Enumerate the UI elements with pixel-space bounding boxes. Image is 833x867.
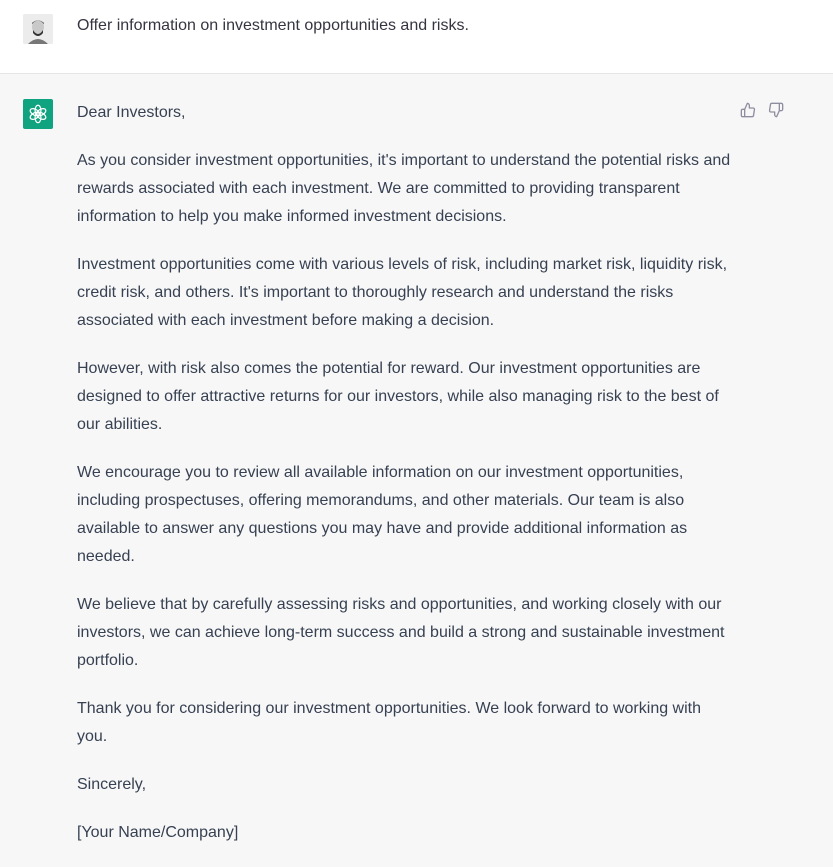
- thumbs-up-icon: [740, 102, 756, 118]
- feedback-buttons: [740, 102, 784, 118]
- user-message-row: [0, 0, 833, 74]
- message-paragraph: As you consider investment opportunities, it's important to understand the potential risks and rewards associated with each investment. We are committed to providing transparent information to help you make informed investment decisions.: [77, 152, 731, 225]
- message-paragraph: Dear Investors,: [77, 104, 186, 121]
- thumbs-down-button[interactable]: [768, 102, 784, 118]
- message-paragraph: We encourage you to review all available information on our investment opportunities, including prospectuses, offering memorandums, and other materials. Our team is also available to answer any questions you may have and provide additional information as needed.: [77, 464, 688, 565]
- assistant-message-row: [0, 74, 833, 855]
- message-paragraph: [Your Name/Company]: [77, 824, 239, 841]
- user-message-text: Offer information on investment opportunities and risks.: [77, 17, 469, 34]
- message-paragraph: We believe that by carefully assessing risks and opportunities, and working closely with our investors, we can achieve long-term success and build a strong and sustainable investment portfolio.: [77, 596, 725, 669]
- assistant-message-text: [77, 99, 733, 867]
- thumbs-down-icon: [768, 102, 784, 118]
- message-paragraph: Investment opportunities come with various levels of risk, including market risk, liquidity risk, credit risk, and others. It's important to thoroughly research and understand the risks associated with each investment before making a decision.: [77, 256, 728, 329]
- message-paragraph: Thank you for considering our investment opportunities. We look forward to working with you.: [77, 700, 702, 745]
- message-paragraph: Sincerely,: [77, 776, 147, 793]
- message-paragraph: However, with risk also comes the potential for reward. Our investment opportunities are designed to offer attractive returns for our investors, while also managing risk to the best of our abilities.: [77, 360, 719, 433]
- thumbs-up-button[interactable]: [740, 102, 756, 118]
- openai-logo-icon: [23, 99, 53, 129]
- user-avatar: [23, 14, 53, 44]
